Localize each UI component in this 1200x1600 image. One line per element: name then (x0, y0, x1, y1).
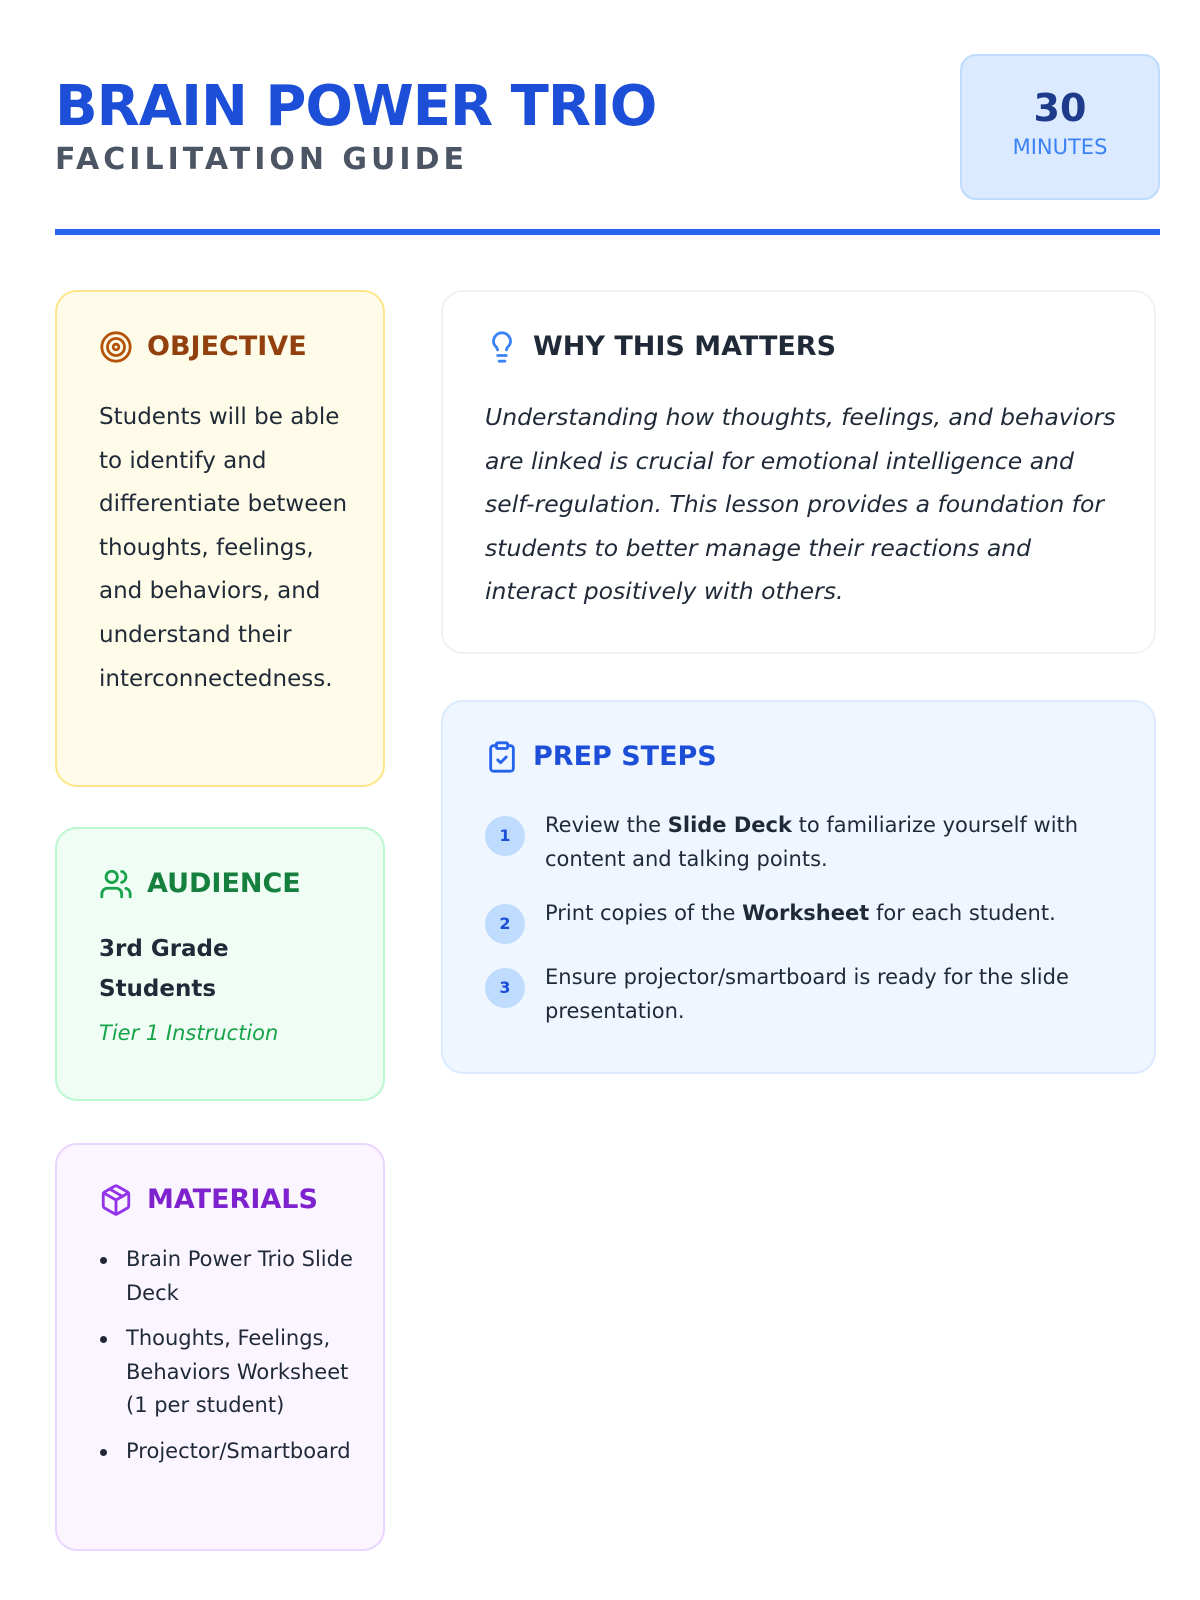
step-number: 2 (485, 904, 525, 944)
prep-header (485, 740, 717, 774)
audience-group: 3rd Grade Students (99, 936, 229, 1002)
why-header (485, 330, 836, 364)
materials-item: Projector/Smartboard (99, 1435, 357, 1469)
materials-header (99, 1183, 318, 1217)
materials-item: Thoughts, Feelings, Behaviors Worksheet (1 per student) (99, 1322, 357, 1423)
objective-header (99, 330, 307, 364)
header-divider (55, 229, 1160, 235)
duration-unit: MINUTES (1012, 135, 1108, 159)
page-title: BRAIN POWER TRIO (55, 74, 657, 139)
why-card (441, 290, 1156, 654)
materials-title: MATERIALS (147, 1184, 318, 1215)
objective-card (55, 290, 385, 787)
audience-card (55, 827, 385, 1101)
users-icon (99, 867, 133, 901)
materials-card (55, 1143, 385, 1551)
prep-step (485, 808, 1114, 876)
prep-card (441, 700, 1156, 1074)
step-text-bold: Worksheet (742, 901, 870, 925)
step-text: Ensure projector/smartboard is ready for the slide presentation. (545, 965, 1069, 1023)
step-text-end: for each student. (869, 901, 1056, 925)
lightbulb-icon (485, 330, 519, 364)
audience-title: AUDIENCE (147, 868, 301, 899)
step-text-end: to familiarize yourself with content and talking points. (545, 813, 1079, 871)
step-text-bold: Slide Deck (667, 813, 792, 837)
objective-text: Students will be able to identify and differentiate between thoughts, feelings, and behaviors, and understand their interconnectedness. (99, 404, 348, 692)
objective-title: OBJECTIVE (147, 331, 307, 362)
why-title: WHY THIS MATTERS (533, 331, 837, 362)
clipboard-check-icon (485, 740, 519, 774)
materials-list (99, 1243, 357, 1469)
step-number: 3 (485, 968, 525, 1008)
prep-step (485, 960, 1114, 1028)
step-number: 1 (485, 816, 525, 856)
audience-header (99, 867, 301, 901)
prep-step (485, 896, 1114, 933)
prep-title: PREP STEPS (533, 741, 717, 772)
page-header (55, 54, 1160, 236)
duration-badge (960, 54, 1160, 200)
page-subtitle: FACILITATION GUIDE (55, 142, 468, 177)
target-icon (99, 330, 133, 364)
package-icon (99, 1183, 133, 1217)
step-text-start: Review the (545, 813, 668, 837)
duration-value: 30 (1033, 86, 1087, 130)
step-text-start: Print copies of the (545, 901, 743, 925)
materials-item: Brain Power Trio Slide Deck (99, 1243, 357, 1310)
why-text: Understanding how thoughts, feelings, and behaviors are linked is crucial for emotional intelligence and self-regulation. This lesson provides a foundation for students to better manage their reactions and interact positively with others. (485, 403, 1116, 606)
audience-tier: Tier 1 Instruction (99, 1021, 279, 1045)
